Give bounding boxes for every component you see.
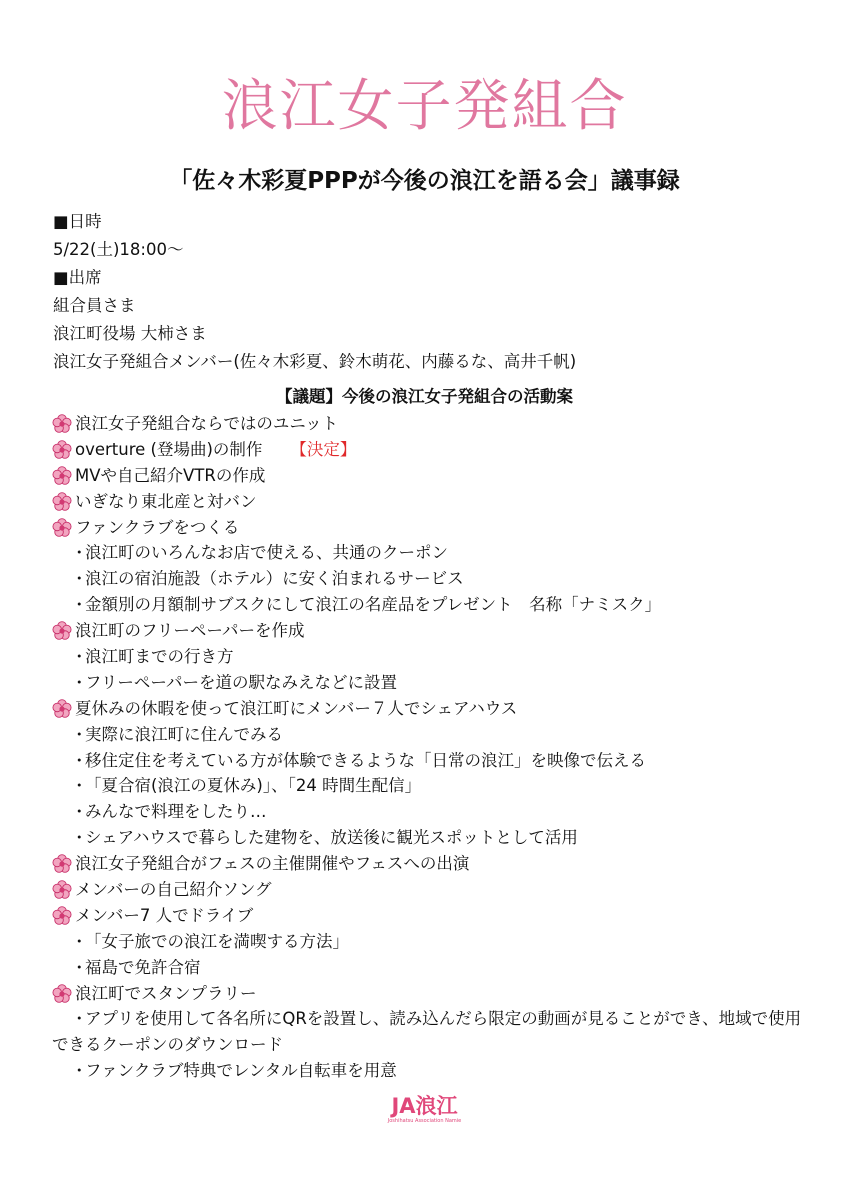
sakura-flower-icon bbox=[52, 880, 72, 900]
agenda-item-text: MVや自己紹介VTRの作成 bbox=[75, 465, 266, 485]
agenda-item bbox=[52, 877, 812, 903]
agenda-item bbox=[52, 489, 812, 515]
bullet-dot: ・ bbox=[71, 750, 88, 770]
bullet-dot: ・ bbox=[71, 543, 88, 563]
agenda-sub-item bbox=[52, 592, 812, 618]
agenda-item bbox=[52, 696, 812, 722]
agenda-item-text: 浪江町のフリーペーパーを作成 bbox=[75, 621, 305, 641]
agenda-sub-text: 浪江町のいろんなお店で使える、共通のクーポン bbox=[85, 543, 448, 563]
agenda-item-text: 浪江町でスタンプラリー bbox=[75, 983, 257, 1003]
bullet-dot: ・ bbox=[71, 802, 88, 822]
agenda-item-text: いぎなり東北産と対バン bbox=[75, 491, 257, 511]
agenda-sub-text: 浪江町までの行き方 bbox=[85, 647, 234, 667]
agenda-sub-item bbox=[52, 773, 812, 799]
bullet-dot: ・ bbox=[71, 672, 88, 692]
bullet-dot: ・ bbox=[71, 957, 88, 977]
agenda-sub-item bbox=[52, 955, 812, 981]
document-title: 「佐々木彩夏PPPが今後の浪江を語る会」議事録 bbox=[169, 168, 680, 194]
bullet-dot: ・ bbox=[71, 647, 88, 667]
attendee: 組合員さま bbox=[53, 296, 136, 315]
agenda-item bbox=[52, 515, 812, 541]
agenda-sub-text: 浪江の宿泊施設（ホテル）に安く泊まれるサービス bbox=[85, 569, 464, 589]
agenda-item bbox=[52, 463, 812, 489]
agenda-item-text: メンバー7 人でドライブ bbox=[75, 905, 254, 925]
attendance-heading: ■出席 bbox=[53, 268, 102, 287]
bullet-dot: ・ bbox=[71, 828, 88, 848]
agenda-sub-item bbox=[52, 670, 812, 696]
sakura-flower-icon bbox=[52, 414, 72, 434]
agenda-sub-item bbox=[52, 1058, 812, 1084]
agenda-sub-item bbox=[52, 1006, 812, 1058]
agenda-sub-item bbox=[52, 722, 812, 748]
attendee: 浪江女子発組合メンバー(佐々木彩夏、鈴木萌花、内藤るな、高井千帆) bbox=[53, 352, 577, 371]
agenda-item bbox=[52, 903, 812, 929]
agenda-sub-item bbox=[52, 644, 812, 670]
agenda-item-text: ファンクラブをつくる bbox=[75, 517, 240, 537]
agenda-sub-item bbox=[52, 566, 812, 592]
bullet-dot: ・ bbox=[71, 776, 88, 796]
agenda-list bbox=[52, 411, 812, 1084]
agenda-sub-item bbox=[52, 540, 812, 566]
bullet-dot: ・ bbox=[71, 931, 88, 951]
ja-subtitle: Joshihatsu Association Namie bbox=[387, 1118, 462, 1124]
bullet-dot: ・ bbox=[71, 569, 88, 589]
bullet-dot: ・ bbox=[71, 1009, 88, 1029]
sakura-flower-icon bbox=[52, 906, 72, 926]
ja-mark: JA浪江 bbox=[391, 1094, 458, 1118]
agenda-sub-text: 「夏合宿(浪江の夏休み)」、「24 時間生配信」 bbox=[85, 776, 422, 796]
agenda-item bbox=[52, 981, 812, 1007]
agenda-sub-text: シェアハウスで暮らした建物を、放送後に観光スポットとして活用 bbox=[85, 828, 578, 848]
agenda-sub-text: みんなで料理をしたり… bbox=[85, 802, 267, 822]
agenda-sub-text: アプリを使用して各名所にQRを設置し、読み込んだら限定の動画が見ることができ、地域で使用できるクーポンのダウンロード bbox=[52, 1009, 802, 1055]
agenda-item-text: 浪江女子発組合ならではのユニット bbox=[75, 414, 339, 433]
agenda-item bbox=[52, 437, 812, 463]
meta-section bbox=[53, 208, 813, 376]
sakura-flower-icon bbox=[52, 621, 72, 641]
agenda-sub-item bbox=[52, 799, 812, 825]
agenda-item bbox=[52, 411, 812, 437]
agenda-sub-text: ファンクラブ特典でレンタル自転車を用意 bbox=[85, 1061, 397, 1081]
logo: 浪江女子発組合 bbox=[221, 74, 628, 139]
agenda-sub-text: 実際に浪江町に住んでみる bbox=[85, 724, 283, 744]
agenda-item-text: 夏休みの休暇を使って浪江町にメンバー７人でシェアハウス bbox=[75, 698, 518, 718]
decided-tag: 【決定】 bbox=[290, 439, 357, 459]
agenda-sub-item bbox=[52, 748, 812, 774]
date-heading: ■日時 bbox=[53, 212, 102, 231]
sakura-flower-icon bbox=[52, 984, 72, 1004]
agenda-item-text: overture (登場曲)の制作 bbox=[75, 439, 263, 459]
sakura-flower-icon bbox=[52, 492, 72, 512]
sakura-flower-icon bbox=[52, 699, 72, 719]
agenda-sub-text: 金額別の月額制サブスクにして浪江の名産品をプレゼント 名称「ナミスク」 bbox=[85, 595, 662, 615]
bullet-dot: ・ bbox=[71, 724, 88, 744]
sakura-flower-icon bbox=[52, 518, 72, 538]
date-value: 5/22(土)18:00～ bbox=[53, 240, 184, 259]
agenda-sub-item bbox=[52, 929, 812, 955]
agenda-heading: 【議題】今後の浪江女子発組合の活動案 bbox=[276, 387, 573, 406]
sakura-flower-icon bbox=[52, 440, 72, 460]
ja-logo bbox=[0, 1094, 849, 1125]
sakura-flower-icon bbox=[52, 466, 72, 486]
agenda-sub-text: フリーペーパーを道の駅なみえなどに設置 bbox=[85, 672, 398, 692]
agenda-item-text: メンバーの自己紹介ソング bbox=[75, 880, 272, 900]
agenda-sub-text: 移住定住を考えている方が体験できるような「日常の浪江」を映像で伝える bbox=[85, 750, 646, 770]
agenda-item bbox=[52, 851, 812, 877]
bullet-dot: ・ bbox=[71, 595, 88, 615]
agenda-item-text: 浪江女子発組合がフェスの主催開催やフェスへの出演 bbox=[75, 854, 470, 874]
agenda-sub-item bbox=[52, 825, 812, 851]
bullet-dot: ・ bbox=[71, 1061, 88, 1081]
agenda-item bbox=[52, 618, 812, 644]
attendee: 浪江町役場 大柿さま bbox=[53, 324, 207, 343]
agenda-sub-text: 「女子旅での浪江を満喫する方法」 bbox=[85, 931, 349, 951]
agenda-sub-text: 福島で免許合宿 bbox=[85, 957, 201, 977]
sakura-flower-icon bbox=[52, 854, 72, 874]
